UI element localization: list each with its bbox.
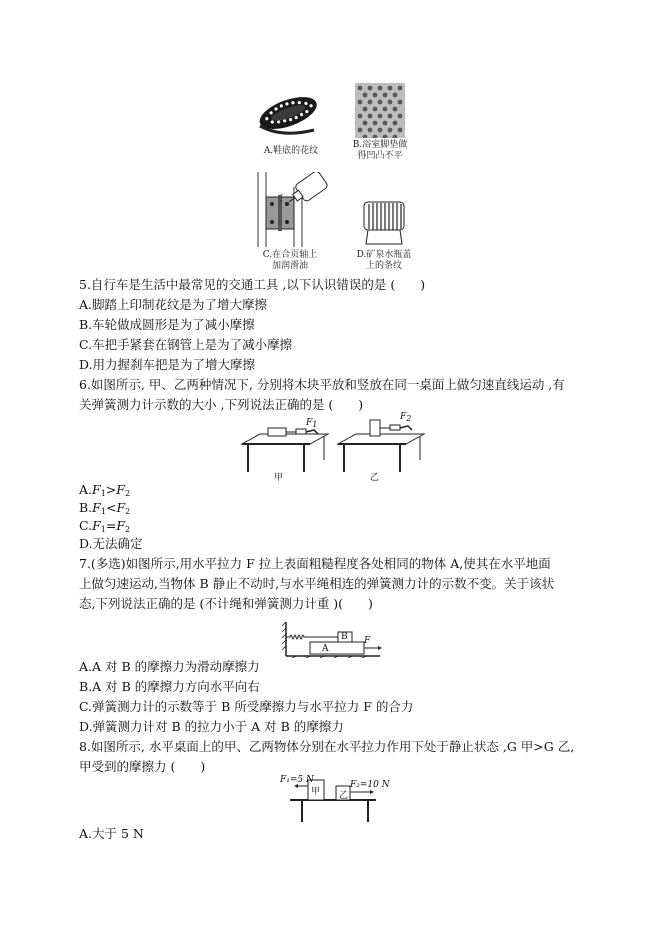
q8-fig-yi-label: 乙: [339, 791, 349, 801]
q6-stem-line-2: 关弹簧测力计示数的大小 ,下列说法正确的是 ( ): [79, 397, 364, 412]
q5-option-d[interactable]: D.用力握刹车把是为了增大摩擦: [79, 357, 256, 372]
figure-shoe-sole: [252, 82, 330, 142]
q7-fig-label-b: B: [341, 632, 348, 642]
q7-option-a[interactable]: A.A 对 B 的摩擦力为滑动摩擦力: [79, 659, 260, 674]
q6-option-b[interactable]: $B.F_1<F_2$: [79, 500, 131, 516]
q6-option-c[interactable]: $C.F_1=F_2$: [79, 518, 131, 534]
q8-option-a[interactable]: A.大于 5 N: [79, 826, 144, 841]
q7-fig-force-f: F: [364, 636, 371, 646]
q6-fig-force-1: $F_1$: [306, 418, 318, 429]
q7-option-b[interactable]: B.A 对 B 的摩擦力方向水平向右: [79, 679, 260, 694]
q6-stem-line-1: 6.如图所示, 甲、乙两种情况下, 分别将木块平放和竖放在同一桌面上做匀速直线运动 ,有: [79, 377, 565, 392]
figure-hinge-oil: [252, 172, 332, 247]
q5-option-c[interactable]: C.车把手紧套在钢管上是为了减小摩擦: [79, 337, 293, 352]
caption-figure-b: B.浴室脚垫做 得凹凸不平: [352, 140, 408, 161]
q6-fig-label-jia: 甲: [274, 473, 284, 483]
q8-fig-jia-label: 甲: [311, 787, 321, 797]
figure-bottle-cap: [362, 200, 406, 245]
q8-fig-f1-label: F₁=5 N: [280, 775, 314, 785]
q7-stem-line-2: 上做匀速运动,当物体 B 静止不动时,与水平绳相连的弹簧测力计的示数不变。关于该状: [79, 576, 555, 591]
caption-figure-c: C.在合页轴上 加润滑油: [262, 250, 318, 271]
q5-option-b[interactable]: B.车轮做成圆形是为了减小摩擦: [79, 317, 255, 332]
q6-fig-label-yi: 乙: [370, 473, 380, 483]
q6-fig-force-2: $F_2$: [400, 412, 412, 423]
q7-option-d[interactable]: D.弹簧测力计对 B 的拉力小于 A 对 B 的摩擦力: [79, 719, 344, 734]
q8-stem-line-2: 甲受到的摩擦力 ( ): [79, 759, 206, 774]
q8-fig-f2-label: F₂=10 N: [350, 780, 390, 790]
q6-option-d[interactable]: D.无法确定: [79, 536, 143, 551]
q8-stem-line-1: 8.如图所示, 水平桌面上的甲、乙两物体分别在水平拉力作用下处于静止状态 ,G 甲>G 乙,: [79, 739, 575, 754]
q7-stem-line-3: 态,下列说法正确的是 (不计绳和弹簧测力计重 )( ): [79, 596, 373, 611]
q5-stem: 5.自行车是生活中最常见的交通工具 ,以下认识错误的是 ( ): [79, 277, 426, 292]
figure-q6-tables: [240, 416, 430, 476]
figure-bath-mat: [355, 83, 405, 138]
caption-figure-a: A.鞋底的花纹: [263, 146, 319, 156]
q7-fig-label-a: A: [322, 644, 329, 654]
q6-option-a[interactable]: $A.F_1>F_2$: [79, 482, 131, 498]
q7-option-c[interactable]: C.弹簧测力计的示数等于 B 所受摩擦力与水平拉力 F 的合力: [79, 699, 414, 714]
q5-option-a[interactable]: A.脚踏上印制花纹是为了增大摩擦: [79, 297, 268, 312]
q7-stem-line-1: 7.(多选)如图所示,用水平拉力 F 拉上表面粗糙程度各处相同的物体 A,使其在水平地面: [79, 556, 551, 571]
caption-figure-d: D.矿泉水瓶盖 上的条纹: [356, 250, 412, 271]
